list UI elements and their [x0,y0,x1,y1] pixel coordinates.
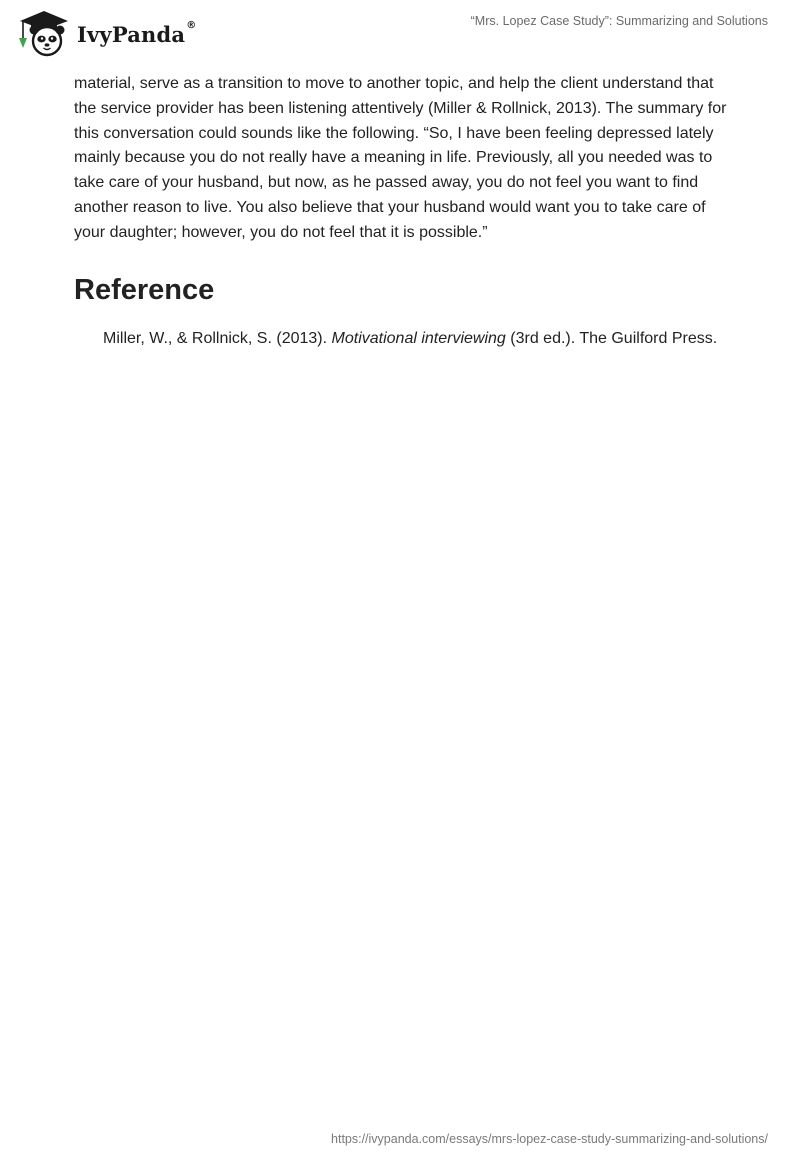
reference-entry [74,327,734,352]
essay-content [74,72,734,351]
reference-rest: (3rd ed.). The Guilford Press. [505,329,718,347]
document-title: “Mrs. Lopez Case Study”: Summarizing and Solutions [470,14,768,28]
body-paragraph: material, serve as a transition to move to another topic, and help the client understand that the service provider has been listening attentively (Miller & Rollnick, 2013). The summary for this conversation could sounds like the following. “So, I have been feeling depressed lately mainly because you do not really have a meaning in life. Previously, all you needed was to take care of your husband, but now, as he passed away, you do not feel you want to find another reason to live. You also believe that your husband would want you to take care of your daughter; however, you do not feel that it is possible.” [74,75,727,241]
page-header [0,0,800,62]
reference-title: Motivational interviewing [331,329,506,347]
reference-authors-year: Miller, W., & Rollnick, S. (2013). [103,329,332,347]
brand-name: IvyPanda® [77,20,197,47]
registered-mark: ® [186,20,197,31]
source-url[interactable]: https://ivypanda.com/essays/mrs-lopez-case-study-summarizing-and-solutions/ [331,1132,768,1146]
panda-graduate-icon [14,8,74,58]
reference-heading: Reference [74,273,215,306]
brand-logo[interactable] [14,8,196,58]
